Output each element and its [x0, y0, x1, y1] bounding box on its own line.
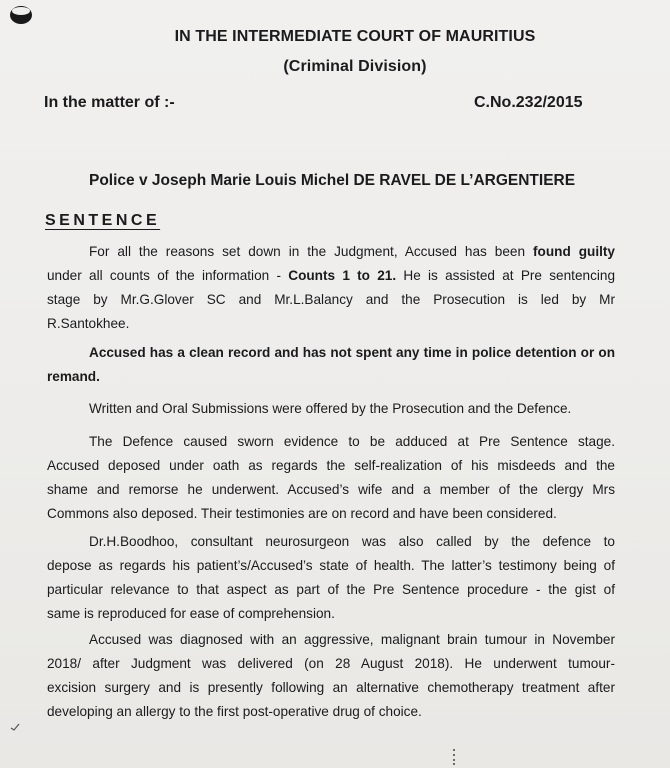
paragraph-submissions: [47, 397, 615, 421]
case-number: C.No.232/2015: [474, 94, 583, 111]
paragraph-line: shame and remorse he underwent. Accused’s wife and a member of the clergy Mrs: [47, 482, 615, 497]
text-run: under all counts of the information -: [47, 268, 289, 283]
paragraph-line: R.Santokhee.: [47, 316, 130, 331]
bold-text-run: Counts 1 to 21.: [288, 268, 397, 283]
paragraph-line: stage by Mr.G.Glover SC and Mr.L.Balancy and the Prosecution is led by Mr: [47, 292, 615, 307]
text-run: He is assisted at Pre sentencing: [396, 268, 616, 283]
matter-label: In the matter of :-: [44, 94, 175, 111]
paragraph-findings: [47, 240, 615, 336]
paragraph-line: Written and Oral Submissions were offered by the Prosecution and the Defence.: [89, 401, 572, 416]
paragraph-line: Accused was diagnosed with an aggressive, malignant brain tumour in November: [89, 632, 615, 647]
paragraph-line: remand.: [47, 369, 100, 384]
paragraph-line: Accused has a clean record and has not spent any time in police detention or on: [89, 345, 615, 360]
court-division: (Criminal Division): [283, 58, 427, 75]
paragraph-line: [47, 264, 615, 288]
paragraph-neurosurgeon: [47, 530, 615, 626]
bold-text-run: found guilty: [533, 244, 615, 259]
paragraph-clean-record: [47, 341, 615, 389]
paragraph-line: same is reproduced for ease of comprehension.: [47, 606, 335, 621]
paragraph-line: particular relevance to that aspect as part of the Pre Sentence procedure - the gist of: [47, 582, 615, 597]
parties-line: Police v Joseph Marie Louis Michel DE RAVEL DE L’ARGENTIERE: [89, 172, 576, 189]
text-run: For all the reasons set down in the Judgment, Accused has been: [89, 244, 534, 259]
paragraph-diagnosis: [47, 628, 615, 724]
section-heading: SENTENCE: [45, 212, 161, 229]
paragraph-line: The Defence caused sworn evidence to be adduced at Pre Sentence stage.: [89, 434, 615, 449]
paragraph-line: 2018/ after Judgment was delivered (on 28 August 2018). He underwent tumour-: [47, 656, 615, 671]
paragraph-line: [47, 240, 615, 264]
paragraph-defence-evidence: [47, 430, 615, 526]
paragraph-line: Dr.H.Boodhoo, consultant neurosurgeon was also called by the defence to: [89, 534, 615, 549]
paragraph-line: depose as regards his patient’s/Accused’s state of health. The latter’s testimony being of: [47, 558, 615, 573]
paragraph-line: Accused deposed under oath as regards the self-realization of his misdeeds and the: [47, 458, 615, 473]
paragraph-line: developing an allergy to the first post-operative drug of choice.: [47, 704, 422, 719]
paragraph-line: excision surgery and is presently following an alternative chemotherapy treatment after: [47, 680, 615, 695]
court-title: IN THE INTERMEDIATE COURT OF MAURITIUS: [174, 28, 536, 45]
stray-dots-icon: [452, 748, 456, 766]
paragraph-line: Commons also deposed. Their testimonies are on record and have been considered.: [47, 506, 557, 521]
hole-punch-mark-icon: [8, 2, 34, 26]
pen-tick-mark-icon: [10, 722, 20, 732]
